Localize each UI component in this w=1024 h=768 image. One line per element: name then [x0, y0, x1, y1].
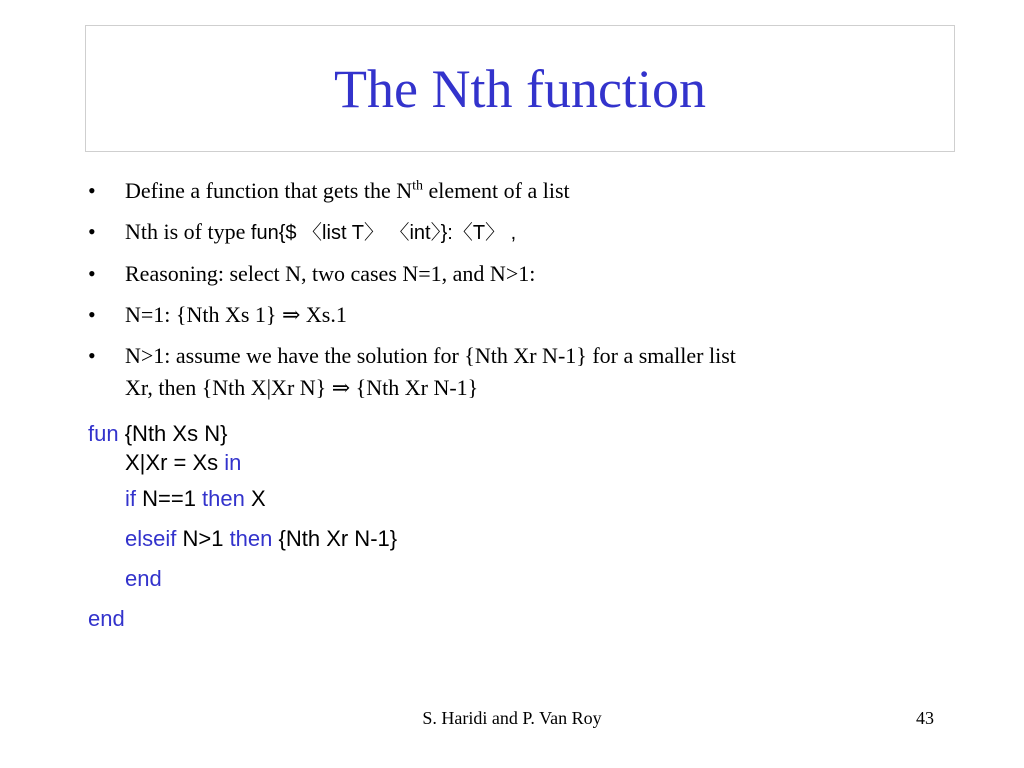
code-keyword: end — [125, 566, 162, 591]
bullet-text: element of a list — [423, 178, 570, 203]
bullet-dot-icon: • — [88, 343, 96, 368]
bullet-text: Xr, then {Nth X|Xr N} — [125, 375, 332, 400]
bullet-text: N>1: assume we have the solution for {Nth Xr N-1} for a smaller list — [125, 343, 736, 368]
bullet-text: Xs.1 — [300, 302, 347, 327]
bullet-list — [88, 175, 948, 413]
code-keyword: if — [125, 486, 136, 511]
code-keyword: fun — [88, 421, 119, 446]
bullet-text: Reasoning: select N, two cases N=1, and N>1: — [125, 261, 536, 286]
code-keyword: elseif — [125, 526, 177, 551]
code-line — [88, 451, 397, 479]
title-box — [85, 25, 955, 152]
bullet-text: Define a function that gets the N — [125, 178, 413, 203]
code-line — [88, 519, 397, 559]
code-keyword: then — [202, 486, 245, 511]
bullet-item — [88, 258, 948, 290]
bullet-text: Nth is of type — [125, 219, 251, 244]
bullet-text: N=1: {Nth Xs 1} — [125, 302, 282, 327]
slide-title: The Nth function — [334, 58, 706, 119]
code-text: {Nth Xs N} — [118, 421, 228, 446]
implies-arrow-icon: ⇒ — [331, 375, 351, 400]
code-keyword: in — [224, 450, 242, 475]
bullet-item — [88, 216, 948, 249]
bullet-dot-icon: • — [88, 302, 96, 327]
bullet-item — [88, 340, 948, 404]
code-text: X — [244, 486, 266, 511]
bullet-dot-icon: • — [88, 219, 96, 244]
code-block — [88, 417, 397, 639]
bullet-dot-icon: • — [88, 178, 96, 203]
code-text: X|Xr = Xs — [125, 450, 225, 475]
implies-arrow-icon: ⇒ — [281, 302, 301, 327]
footer-credit: S. Haridi and P. Van Roy — [422, 708, 602, 728]
code-line — [88, 559, 397, 599]
bullet-text: {Nth Xr N-1} — [350, 375, 479, 400]
bullet-item — [88, 175, 948, 207]
code-text: N==1 — [136, 486, 203, 511]
type-signature: fun{$ 〈list T〉 〈int〉}:〈T〉 , — [250, 222, 517, 244]
code-text: {Nth Xr N-1} — [272, 526, 398, 551]
bullet-dot-icon: • — [88, 261, 96, 286]
page-number: 43 — [916, 708, 934, 728]
code-line — [88, 479, 397, 519]
bullet-sup: th — [412, 178, 424, 194]
code-text: N>1 — [176, 526, 230, 551]
code-keyword: end — [88, 606, 125, 631]
code-keyword: then — [229, 526, 273, 551]
code-line — [88, 417, 397, 451]
bullet-item — [88, 299, 948, 331]
code-line — [88, 599, 397, 639]
